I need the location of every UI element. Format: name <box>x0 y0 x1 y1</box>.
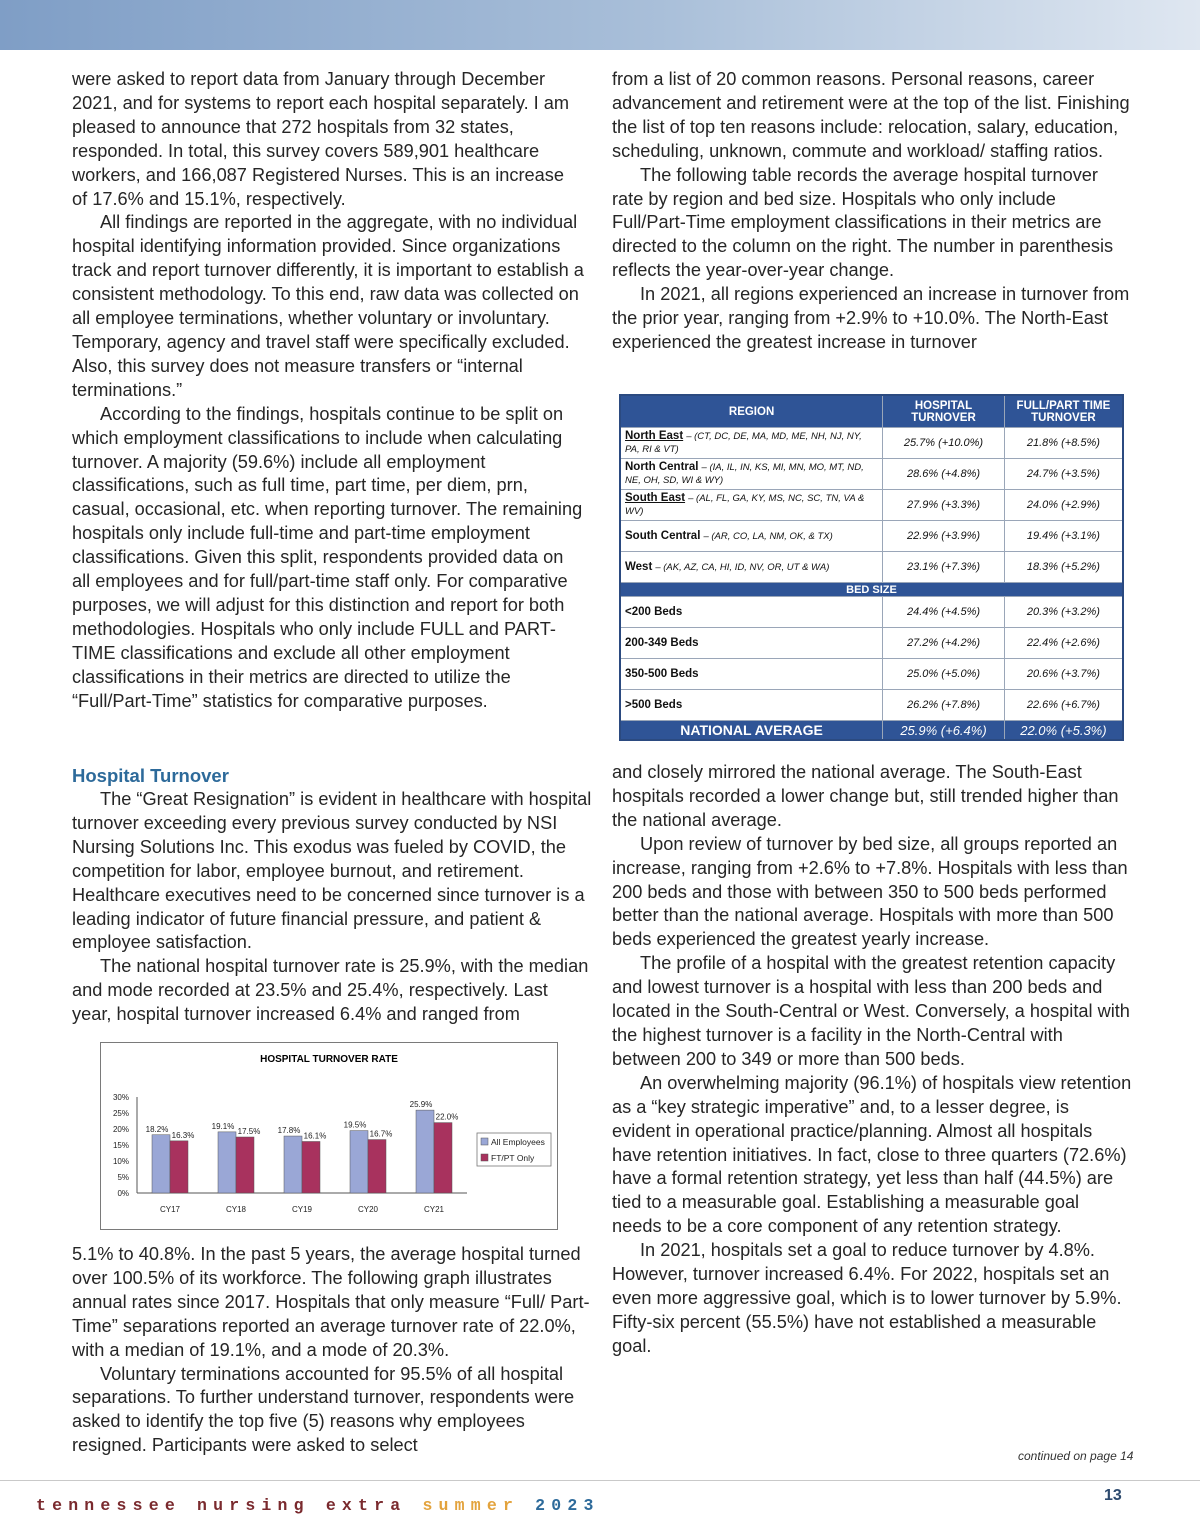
region-states: – (IA, IL, IN, KS, MI, MN, MO, MT, ND, NE, OH, SD, WI & WY) <box>625 462 864 486</box>
right-column-top <box>612 68 1132 355</box>
hospital-value: 25.7% (+10.0%) <box>883 428 1005 459</box>
table-row <box>620 521 1123 552</box>
data-label: 19.1% <box>211 1121 235 1131</box>
data-label: 25.9% <box>409 1100 433 1110</box>
left-column-top <box>72 68 584 713</box>
region-cell <box>620 552 883 583</box>
x-tick-label: CY21 <box>423 1205 445 1214</box>
paragraph: The national hospital turnover rate is 25.9%, with the median and mode recorded at 23.5% and 25.4%, respectively. Last year, hospital turnover increased 6.4% and ranged from <box>72 956 589 1025</box>
region-states: – (AR, CO, LA, NM, OK, & TX) <box>703 530 833 542</box>
x-tick-label: CY20 <box>357 1205 379 1214</box>
paragraph: The following table records the average hospital turnover rate by region and bed size. Hospitals who only include Full/Part-Time employment classifications in their metrics are directed to the column on the right. The number in parenthesis reflects the year-over-year change. <box>612 164 1114 281</box>
y-tick-label: 15% <box>112 1141 129 1150</box>
data-label: 17.8% <box>277 1126 301 1136</box>
legend-swatch <box>481 1138 488 1145</box>
bed-size-name: 350-500 Beds <box>625 668 699 680</box>
fpt-value: 20.6% (+3.7%) <box>1004 659 1123 690</box>
table-header-row <box>620 395 1123 428</box>
bar-all-employees <box>416 1110 434 1193</box>
hospital-value: 22.9% (+3.9%) <box>883 521 1005 552</box>
y-tick-label: 30% <box>112 1093 129 1102</box>
bed-size-header-row <box>620 583 1123 597</box>
y-tick-label: 0% <box>117 1189 129 1198</box>
table-row <box>620 428 1123 459</box>
bar-all-employees <box>350 1131 368 1193</box>
y-tick-label: 20% <box>112 1125 129 1134</box>
bar-all-employees <box>218 1132 236 1193</box>
data-label: 17.5% <box>237 1127 261 1136</box>
hospital-value: 27.9% (+3.3%) <box>883 490 1005 521</box>
bed-size-cell <box>620 690 883 721</box>
legend-label: FT/PT Only <box>491 1153 535 1163</box>
bed-size-cell <box>620 597 883 628</box>
bed-size-label: BED SIZE <box>620 583 1123 597</box>
table-row <box>620 597 1123 628</box>
fpt-value: 22.4% (+2.6%) <box>1004 628 1123 659</box>
national-fpt-value: 22.0% (+5.3%) <box>1004 721 1123 741</box>
paragraph: An overwhelming majority (96.1%) of hospitals view retention as a “key strategic imperative” and, to a lesser degree, is evident in operational practice/planning. Almost all hospitals have retention initiatives. In fact, close to three quarters (72.6%) have a formal retention strategy, yet less than half (44.5%) are tied to a measurable goal. Establishing a measurable goal needs to be a core component of any retention strategy. <box>612 1072 1132 1237</box>
hospital-value: 28.6% (+4.8%) <box>883 459 1005 490</box>
bed-size-cell <box>620 659 883 690</box>
y-tick-label: 10% <box>112 1157 129 1166</box>
region-states: – (CT, DC, DE, MA, MD, ME, NH, NJ, NY, PA, RI & VT) <box>625 431 862 455</box>
paragraph: were asked to report data from January through December 2021, and for systems to report each hospital separately. I am pleased to announce that 272 hospitals from 32 states, responded. In total, this survey covers 589,901 healthcare workers, and 166,087 Registered Nurses. This is an increase of 17.6% and 15.1%, respectively. <box>72 69 570 209</box>
fpt-value: 20.3% (+3.2%) <box>1004 597 1123 628</box>
hospital-value: 26.2% (+7.8%) <box>883 690 1005 721</box>
bar-ftpt-only <box>170 1141 188 1193</box>
paragraph: Voluntary terminations accounted for 95.5% of all hospital separations. To further understand turnover, respondents were asked to identify the top five (5) reasons why employees resigned. Participants were asked to select <box>72 1363 575 1456</box>
bar-ftpt-only <box>236 1137 254 1193</box>
hospital-value: 23.1% (+7.3%) <box>883 552 1005 583</box>
footer-season: summer <box>422 1496 536 1515</box>
paragraph: from a list of 20 common reasons. Personal reasons, career advancement and retirement were at the top of the list. Finishing the list of top ten reasons include: relocation, salary, education, scheduling, unknown, commute and workload/ staffing ratios. <box>612 69 1130 161</box>
region-cell <box>620 521 883 552</box>
data-label: 16.7% <box>369 1129 393 1139</box>
table-row <box>620 690 1123 721</box>
left-column-continuation <box>72 1243 592 1458</box>
y-tick-label: 5% <box>117 1173 129 1182</box>
bed-size-name: 200-349 Beds <box>625 637 699 649</box>
fpt-value: 18.3% (+5.2%) <box>1004 552 1123 583</box>
paragraph: All findings are reported in the aggregate, with no individual hospital identifying information provided. Since organizations track and report turnover differently, it is important to establish a consistent methodology. To this end, raw data was collected on all employee terminations, whether voluntary or involuntary. Temporary, agency and travel staff were specifically excluded. Also, this survey does not measure transfers or “internal terminations.” <box>72 212 584 400</box>
section-heading: Hospital Turnover <box>72 765 229 786</box>
fpt-value: 21.8% (+8.5%) <box>1004 428 1123 459</box>
region-name: South East <box>625 492 686 504</box>
bed-size-cell <box>620 628 883 659</box>
header-region: REGION <box>620 395 883 428</box>
fpt-value: 22.6% (+6.7%) <box>1004 690 1123 721</box>
paragraph: In 2021, hospitals set a goal to reduce turnover by 4.8%. However, turnover increased 6.4%. For 2022, hospitals set an even more aggressive goal, which is to lower turnover by 5.9%. Fifty-six percent (55.5%) have not established a measurable goal. <box>612 1240 1122 1356</box>
left-column-section <box>72 764 592 1027</box>
continued-note: continued on page 14 <box>1018 1449 1134 1463</box>
data-label: 18.2% <box>145 1124 169 1134</box>
y-tick-label: 25% <box>112 1109 129 1118</box>
paragraph: The “Great Resignation” is evident in healthcare with hospital turnover exceeding every previous survey conducted by NSI Nursing Solutions Inc. This exodus was fueled by COVID, the competition for labor, employee burnout, and retirement. Healthcare executives need to be concerned since turnover is a leading indicator of future financial pressure, and patient & employee satisfaction. <box>72 789 592 953</box>
bed-size-name: >500 Beds <box>625 699 683 711</box>
paragraph: According to the findings, hospitals continue to be split on which employment classifications to include when calculating turnover. A majority (59.6%) include all employment classifications, such as full time, part time, per diem, prn, casual, occasional, etc. when reporting turnover. The remaining hospitals only include full-time and part-time employment classifications. Given this split, respondents provided data on all employees and for full/part-time staff only. For comparative purposes, we will adjust for this distinction and report for both methodologies. Hospitals who only include FULL and PART-TIME classifications and exclude all other employment classifications in their metrics are directed to utilize the “Full/Part-Time” statistics for comparative purposes. <box>72 403 583 711</box>
turnover-table <box>619 394 1124 741</box>
fpt-value: 24.7% (+3.5%) <box>1004 459 1123 490</box>
table-row <box>620 552 1123 583</box>
paragraph: The profile of a hospital with the greatest retention capacity and lowest turnover is a hospital with less than 200 beds and located in the South-Central or West. Conversely, a hospital with the highest turnover is a facility in the North-Central with between 200 to 349 or more than 500 beds. <box>612 953 1130 1069</box>
bar-ftpt-only <box>434 1123 452 1193</box>
data-label: 19.5% <box>343 1120 367 1130</box>
footer-title: tennessee nursing extra <box>36 1496 423 1515</box>
footer-divider <box>0 1480 1200 1481</box>
bar-ftpt-only <box>302 1141 320 1193</box>
x-tick-label: CY19 <box>291 1205 313 1214</box>
region-name: North Central <box>625 461 699 473</box>
right-column-bottom <box>612 761 1132 1359</box>
paragraph: Upon review of turnover by bed size, all groups reported an increase, ranging from +2.6% to +7.8%. Hospitals with less than 200 beds and those with between 350 to 500 beds performed better than the national average. Hospitals with more than 500 beds experienced the greatest yearly increase. <box>612 833 1128 950</box>
hospital-value: 25.0% (+5.0%) <box>883 659 1005 690</box>
national-average-row <box>620 721 1123 741</box>
chart-svg <box>101 1043 557 1229</box>
table-row <box>620 659 1123 690</box>
chart-title: HOSPITAL TURNOVER RATE <box>260 1054 398 1065</box>
fpt-value: 19.4% (+3.1%) <box>1004 521 1123 552</box>
turnover-chart <box>100 1042 558 1230</box>
table-row <box>620 459 1123 490</box>
hospital-value: 27.2% (+4.2%) <box>883 628 1005 659</box>
region-states: – (AK, AZ, CA, HI, ID, NV, OR, UT & WA) <box>655 561 830 573</box>
national-hospital-value: 25.9% (+6.4%) <box>883 721 1005 741</box>
legend-label: All Employees <box>491 1137 545 1147</box>
region-cell <box>620 459 883 490</box>
x-tick-label: CY18 <box>225 1205 247 1214</box>
data-label: 16.3% <box>171 1130 195 1140</box>
x-tick-label: CY17 <box>159 1205 181 1214</box>
footer-publication <box>36 1496 600 1515</box>
region-name: North East <box>625 430 684 442</box>
header-fpt-turnover: FULL/PART TIME TURNOVER <box>1004 395 1123 428</box>
region-name: South Central <box>625 529 701 542</box>
footer-year: 2023 <box>535 1496 600 1515</box>
bed-size-name: <200 Beds <box>625 606 683 618</box>
table-row <box>620 628 1123 659</box>
table-row <box>620 490 1123 521</box>
region-cell <box>620 428 883 459</box>
region-cell <box>620 490 883 521</box>
national-average-label: NATIONAL AVERAGE <box>620 721 883 741</box>
bar-all-employees <box>284 1136 302 1193</box>
paragraph: In 2021, all regions experienced an increase in turnover from the prior year, ranging from +2.9% to +10.0%. The North-East experienced the greatest increase in turnover <box>612 284 1130 352</box>
region-name: West <box>625 560 653 573</box>
data-label: 22.0% <box>435 1112 459 1122</box>
paragraph: 5.1% to 40.8%. In the past 5 years, the average hospital turned over 100.5% of its workforce. The following graph illustrates annual rates since 2017. Hospitals that only measure “Full/ Part-Time” separations reported an average turnover rate of 22.0%, with a median of 19.1%, and a mode of 20.3%. <box>72 1244 590 1360</box>
fpt-value: 24.0% (+2.9%) <box>1004 490 1123 521</box>
header-hospital-turnover: HOSPITAL TURNOVER <box>883 395 1005 428</box>
paragraph: and closely mirrored the national average. The South-East hospitals recorded a lower change but, still trended higher than the national average. <box>612 762 1119 830</box>
bar-ftpt-only <box>368 1140 386 1193</box>
data-label: 16.1% <box>303 1131 327 1141</box>
bar-all-employees <box>152 1135 170 1193</box>
top-color-band <box>0 0 1200 50</box>
region-states: – (AL, FL, GA, KY, MS, NC, SC, TN, VA & WV) <box>625 493 865 517</box>
legend-swatch <box>481 1154 488 1161</box>
page-number: 13 <box>1104 1487 1122 1504</box>
hospital-value: 24.4% (+4.5%) <box>883 597 1005 628</box>
